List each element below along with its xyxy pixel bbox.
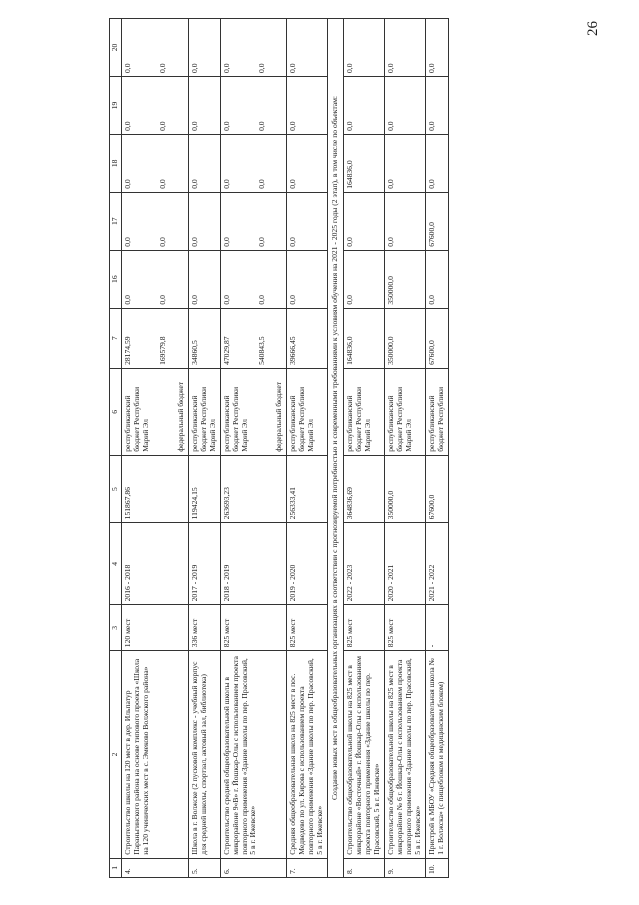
value-col-17: 0,0 — [345, 237, 355, 247]
value-col-18-cell — [220, 134, 287, 192]
column-header: 7 — [110, 308, 122, 368]
value-col-16: 0,0 — [288, 295, 298, 305]
object-name: Средняя общеобразовательная школа на 825 мест в пос. Медведево по ул. Кирова с использованием проекта повторного применения «Здание школы по пер. Прасовский, 5 в г. Ижевске» — [287, 651, 328, 859]
column-header: 5 — [110, 455, 122, 523]
object-name: Пристрой к МБОУ «Средняя общеобразовательная школа № 1 г. Волжска» (с пищеблоком и медицинским блоком) — [425, 651, 448, 859]
object-name: Школа в г. Волжске (2 пусковой комплекс - учебный корпус для средней школы, спортзал, актовый зал, библиотека) — [188, 651, 220, 859]
value-col-7: 164836,0 — [345, 336, 355, 365]
value-col-19-cell — [121, 76, 188, 134]
capacity: 825 мест — [385, 605, 426, 651]
value-col-18-cell — [188, 134, 220, 192]
value-col-7-cell — [385, 308, 426, 368]
funding-source-cell — [188, 368, 220, 455]
value-col-7: 34860,5 — [189, 340, 199, 365]
value-col-19-cell — [287, 76, 328, 134]
value-col-7-cell — [220, 308, 287, 368]
header-row — [110, 19, 122, 878]
value-col-19-cell — [385, 76, 426, 134]
object-name: Строительство общеобразовательной школы на 825 мест в микрорайоне «Восточный» г. Йошкар-Олы с использованием проекта повторного применения «Здание школы по пер. Прасовский, 5 в г. Ижевске» — [344, 651, 385, 859]
value-col-18: 0,0 — [221, 179, 231, 189]
column-header: 17 — [110, 192, 122, 250]
funding-source-cell — [287, 368, 328, 455]
value-col-19: 0,0 — [426, 121, 436, 131]
value-col-17: 67600,0 — [426, 222, 436, 247]
column-header: 4 — [110, 523, 122, 605]
value-col-18: 0,0 — [256, 179, 266, 189]
value-col-17: 0,0 — [157, 237, 167, 247]
value-col-7: 67600,0 — [426, 340, 436, 365]
value-col-16: 0,0 — [189, 295, 199, 305]
value-col-7-cell — [121, 308, 188, 368]
value-col-18: 164836,0 — [345, 160, 355, 189]
value-col-17: 0,0 — [189, 237, 199, 247]
value-col-18-cell — [344, 134, 385, 192]
value-col-16: 0,0 — [122, 295, 132, 305]
value-col-20-cell — [188, 19, 220, 77]
value-col-20: 0,0 — [189, 63, 199, 73]
funding-source: республиканский бюджет Республики Марий Эл — [122, 386, 150, 452]
column-header: 18 — [110, 134, 122, 192]
value-col-18: 0,0 — [426, 179, 436, 189]
value-col-17-cell — [188, 192, 220, 250]
value-col-20: 0,0 — [288, 63, 298, 73]
value-col-20: 0,0 — [345, 63, 355, 73]
value-col-16-cell — [220, 250, 287, 308]
value-col-19: 0,0 — [221, 121, 231, 131]
row-number: 5. — [188, 858, 220, 877]
value-col-18: 0,0 — [288, 179, 298, 189]
value-col-7-cell — [287, 308, 328, 368]
capacity: 825 мест — [344, 605, 385, 651]
table-row — [220, 19, 287, 878]
value-col-16: 0,0 — [157, 295, 167, 305]
capacity: 825 мест — [287, 605, 328, 651]
value-col-17: 0,0 — [122, 237, 132, 247]
value-col-20-cell — [344, 19, 385, 77]
value-col-19: 0,0 — [122, 121, 132, 131]
funding-source: республиканский бюджет Республики Марий Эл — [221, 386, 249, 452]
column-header: 1 — [110, 858, 122, 877]
value-col-17-cell — [344, 192, 385, 250]
funding-source-cell — [220, 368, 287, 455]
funding-source: республиканский бюджет Республики Марий Эл — [288, 386, 316, 452]
value-col-17-cell — [220, 192, 287, 250]
object-name: Строительство средней общеобразовательной школы в микрорайоне 9«В» г. Йошкар-Олы с использованием проекта повторного применения «Здание школы по пер. Прасовский, 5 в г. Ижевске» — [220, 651, 287, 859]
value-col-7: 47029,87 — [221, 336, 231, 365]
row-number: 10. — [425, 858, 448, 877]
total-cost: 350000,0 — [385, 455, 426, 523]
value-col-19: 0,0 — [256, 121, 266, 131]
funding-source: республиканский бюджет Республики — [426, 386, 445, 452]
row-number: 6. — [220, 858, 287, 877]
program-table — [109, 18, 449, 878]
value-col-17: 0,0 — [288, 237, 298, 247]
value-col-16: 0,0 — [345, 295, 355, 305]
value-col-20: 0,0 — [157, 63, 167, 73]
capacity: 825 мест — [220, 605, 287, 651]
object-name: Строительство школы на 120 мест в дер. Ильпатур Параньгинского района на основе типового проекта «Школа на 120 ученических мест в с. Эмеково Волжского района» — [121, 651, 188, 859]
rotated-sheet — [109, 18, 614, 878]
value-col-18-cell — [425, 134, 448, 192]
value-col-20: 0,0 — [426, 63, 436, 73]
column-header: 6 — [110, 368, 122, 455]
value-col-16: 0,0 — [221, 295, 231, 305]
funding-source: республиканский бюджет Республики Марий Эл — [345, 386, 373, 452]
value-col-7: 28174,59 — [122, 336, 132, 365]
value-col-7: 169579,8 — [157, 336, 167, 365]
value-col-20-cell — [121, 19, 188, 77]
value-col-17: 0,0 — [386, 237, 396, 247]
row-number: 8. — [344, 858, 385, 877]
table-row — [121, 19, 188, 878]
value-col-20: 0,0 — [386, 63, 396, 73]
column-header: 3 — [110, 605, 122, 651]
value-col-16-cell — [121, 250, 188, 308]
construction-years: 2021 - 2022 — [425, 523, 448, 605]
value-col-17: 0,0 — [221, 237, 231, 247]
construction-years: 2020 - 2021 — [385, 523, 426, 605]
value-col-19-cell — [188, 76, 220, 134]
value-col-7: 540843,5 — [256, 336, 266, 365]
value-col-18: 0,0 — [122, 179, 132, 189]
value-col-18-cell — [121, 134, 188, 192]
row-number: 7. — [287, 858, 328, 877]
value-col-20-cell — [220, 19, 287, 77]
value-col-17-cell — [121, 192, 188, 250]
value-col-19-cell — [425, 76, 448, 134]
table-row — [344, 19, 385, 878]
funding-source-cell — [121, 368, 188, 455]
value-col-19-cell — [220, 76, 287, 134]
value-col-20: 0,0 — [221, 63, 231, 73]
page-number: 26 — [585, 21, 601, 36]
table-row — [188, 19, 220, 878]
funding-source: республиканский бюджет Республики Марий Эл — [386, 386, 413, 452]
funding-source: федеральный бюджет — [175, 381, 185, 452]
capacity: 120 мест — [121, 605, 188, 651]
construction-years: 2016 - 2018 — [121, 523, 188, 605]
value-col-19-cell — [344, 76, 385, 134]
total-cost: 364836,69 — [344, 455, 385, 523]
value-col-16: 350000,0 — [386, 276, 396, 305]
value-col-18: 0,0 — [189, 179, 199, 189]
value-col-20-cell — [425, 19, 448, 77]
construction-years: 2018 - 2019 — [220, 523, 287, 605]
value-col-16-cell — [425, 250, 448, 308]
funding-source: республиканский бюджет Республики Марий Эл — [189, 386, 217, 452]
value-col-19: 0,0 — [386, 121, 396, 131]
total-cost: 67600,0 — [425, 455, 448, 523]
capacity: 336 мест — [188, 605, 220, 651]
capacity: - — [425, 605, 448, 651]
total-cost: 256333,41 — [287, 455, 328, 523]
value-col-20-cell — [287, 19, 328, 77]
value-col-17-cell — [385, 192, 426, 250]
section-row — [328, 19, 344, 878]
value-col-20: 0,0 — [122, 63, 132, 73]
value-col-18: 0,0 — [157, 179, 167, 189]
row-number: 4. — [121, 858, 188, 877]
value-col-18: 0,0 — [386, 179, 396, 189]
funding-source-cell — [385, 368, 426, 455]
total-cost: 151867,86 — [121, 455, 188, 523]
column-header: 2 — [110, 651, 122, 859]
section-heading: Создание новых мест в общеобразовательных организациях в соответствии с прогнозируемой потребностью и современными требованиями к условиям обучения на 2021 - 2025 годы (2 этап), в том числе по объектам: — [328, 19, 344, 878]
value-col-16-cell — [344, 250, 385, 308]
value-col-17-cell — [287, 192, 328, 250]
value-col-7-cell — [344, 308, 385, 368]
value-col-16-cell — [287, 250, 328, 308]
value-col-17-cell — [425, 192, 448, 250]
value-col-19: 0,0 — [288, 121, 298, 131]
column-header: 19 — [110, 76, 122, 134]
construction-years: 2019 - 2020 — [287, 523, 328, 605]
value-col-16: 0,0 — [256, 295, 266, 305]
value-col-16-cell — [188, 250, 220, 308]
value-col-16: 0,0 — [426, 295, 436, 305]
row-number: 9. — [385, 858, 426, 877]
value-col-7: 350000,0 — [386, 336, 396, 365]
value-col-18-cell — [287, 134, 328, 192]
construction-years: 2022 - 2023 — [344, 523, 385, 605]
table-row — [425, 19, 448, 878]
value-col-18-cell — [385, 134, 426, 192]
value-col-7: 39666,45 — [288, 336, 298, 365]
value-col-7-cell — [425, 308, 448, 368]
funding-source: федеральный бюджет — [274, 381, 284, 452]
funding-source-cell — [344, 368, 385, 455]
table-row — [385, 19, 426, 878]
value-col-19: 0,0 — [345, 121, 355, 131]
value-col-19: 0,0 — [189, 121, 199, 131]
table-row — [287, 19, 328, 878]
total-cost: 263693,23 — [220, 455, 287, 523]
column-header: 16 — [110, 250, 122, 308]
value-col-16-cell — [385, 250, 426, 308]
funding-source-cell — [425, 368, 448, 455]
value-col-20-cell — [385, 19, 426, 77]
value-col-7-cell — [188, 308, 220, 368]
column-header: 20 — [110, 19, 122, 77]
value-col-17: 0,0 — [256, 237, 266, 247]
object-name: Строительство общеобразовательной школы на 825 мест в микрорайоне № 6 г. Йошкар-Олы с использованием проекта повторного применения «Здание школы по пер. Прасовский, 5 в г. Ижевске» — [385, 651, 426, 859]
value-col-20: 0,0 — [256, 63, 266, 73]
value-col-19: 0,0 — [157, 121, 167, 131]
total-cost: 119424,15 — [188, 455, 220, 523]
construction-years: 2017 - 2019 — [188, 523, 220, 605]
